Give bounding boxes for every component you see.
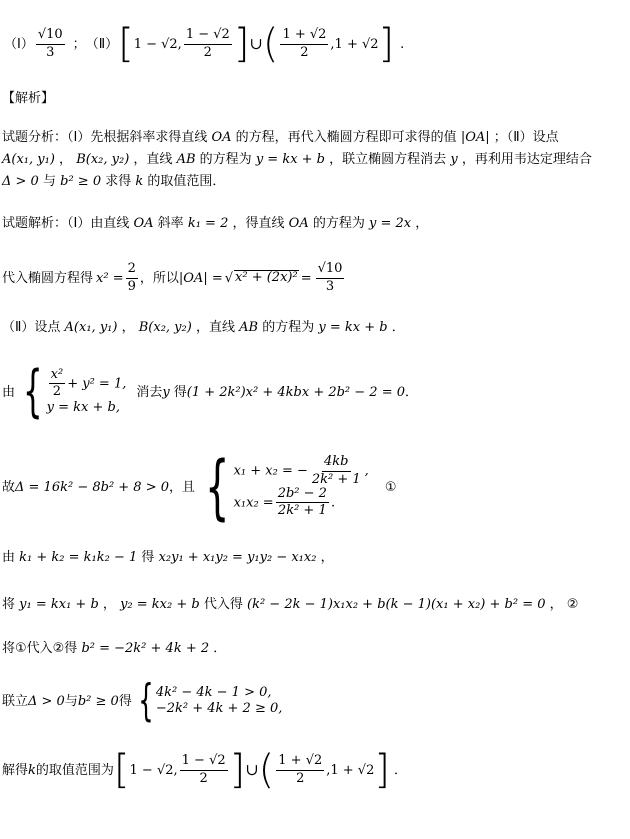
analysis-text: 试题分析：（Ⅰ）先根据斜率求得直线 (2, 130, 208, 145)
solution-text: 试题解析：（Ⅰ）由直线 (2, 216, 130, 231)
math-point-A: A(x₁, y₁) (2, 152, 55, 167)
solution-text: ，且 (169, 479, 196, 495)
solution-text: 将①代入②得 (2, 641, 78, 656)
math-b2: b² ≥ 0 (60, 174, 102, 189)
solution-text: ， (549, 597, 563, 612)
math-AB: AB (239, 320, 259, 335)
analysis-text: ，再利用韦达定理结合 (461, 152, 592, 167)
math-b2: b² ≥ 0 (77, 693, 119, 709)
solution-text: 得 (141, 550, 155, 565)
system-row-2: −2k² + 4k + 2 ≥ 0, (155, 701, 283, 716)
fraction-2b2: $\frac{\text{2b² − 2}}{\text{2k² + 1}}$ (277, 486, 327, 519)
analysis-text: 求得 (105, 174, 132, 189)
math-y: y (450, 152, 458, 167)
math-y2: y₂ = kx₂ + b (120, 597, 200, 612)
system-row-1: x₁ + x₂ = − $\frac{4kb}{\text{2k² + 1}}$ , (233, 454, 369, 487)
math-line-eq: y = kx + b (318, 320, 388, 335)
solution-text: 与 (64, 693, 78, 709)
right-bracket: ] (229, 747, 246, 793)
solution-line-5 (2, 446, 397, 528)
left-brace: { (138, 675, 154, 726)
math-xy-relation: x₂y₁ + x₁y₂ = y₁y₂ − x₁x₂ (158, 550, 317, 565)
math-y: y (162, 384, 170, 400)
math-point-B: B(x₂, y₂) (138, 320, 192, 335)
solution-text: 得 (173, 384, 187, 400)
analysis-text: 与 (42, 174, 56, 189)
solution-line-7 (2, 598, 578, 611)
system-row-2: x₁x₂ = $\frac{\text{2b² − 2}}{\text{2k² + 1}}$ . (233, 486, 336, 519)
solution-text: 斜率 (157, 216, 184, 231)
left-bracket: [ (113, 747, 130, 793)
math-b2-expr: b² = −2k² + 4k + 2 (81, 641, 210, 656)
fraction-sqrt10-3: $\frac{√10}{3}$ (317, 261, 343, 294)
math-discriminant: Δ = 16k² − 8b² + 8 > 0 (15, 479, 170, 495)
analysis-text: 的方程为 (199, 152, 252, 167)
solution-text: 解得 (2, 762, 29, 778)
solution-line-2 (2, 258, 346, 298)
solution-text: 将 (2, 597, 16, 612)
math-k: k (28, 762, 36, 778)
solution-line-3 (2, 321, 405, 334)
solution-text: 的方程为 (262, 320, 315, 335)
answer-line (4, 22, 404, 66)
solution-text: 代入得 (203, 597, 243, 612)
analysis-text: ， (59, 152, 73, 167)
math-delta: Δ > 0 (28, 693, 65, 709)
system-row-2: y = kx + b, (46, 399, 120, 415)
math-substituted: (k² − 2k − 1)x₁x₂ + b(k − 1)(x₁ + x₂) + b² = 0 (247, 597, 546, 612)
math-k1: k₁ = 2 (187, 216, 229, 231)
right-bracket: ] (233, 21, 250, 67)
math-radicand: x² + (2x)² (235, 270, 298, 286)
analysis-line-1 (2, 131, 559, 144)
range-c-fraction: $\frac{1 + √2}{2}$ (282, 27, 327, 60)
system-row-1: 4k² − 4k − 1 > 0, (155, 684, 272, 700)
solution-line-10 (2, 748, 407, 792)
math-delta: Δ > 0 (2, 174, 39, 189)
period: . (400, 36, 405, 52)
range-a: 1 − √2, (133, 36, 182, 52)
math-y-2x: y = 2x (369, 216, 412, 231)
separator: ； (72, 36, 86, 52)
math-abs-OA: |OA| (460, 130, 490, 145)
period: ． (393, 762, 407, 778)
answer-part2-label: （Ⅱ） (85, 36, 119, 52)
circled-two: ② (566, 597, 579, 612)
left-brace: { (23, 359, 43, 424)
range-b-fraction: $\frac{1 - √2}{2}$ (185, 27, 230, 60)
fraction-4kb: $\frac{4kb}{\text{2k² + 1}}$ (311, 454, 361, 487)
solution-line-6 (2, 551, 334, 564)
range-d: ,1 + √2 (326, 762, 375, 778)
analysis-line-3 (2, 175, 225, 188)
answer-part1-fraction: $\frac{√10}{3}$ (37, 27, 63, 60)
left-bracket: [ (118, 21, 134, 67)
math-k-relation: k₁ + k₂ = k₁k₂ − 1 (19, 550, 138, 565)
system-ellipse-line (47, 368, 127, 416)
analysis-text: 的方程，再代入椭圆方程即可求得的值 (235, 130, 457, 145)
math-point-A: A(x₁, y₁) (64, 320, 118, 335)
range-d: ,1 + √2 (330, 36, 379, 52)
math-equals: = (300, 270, 312, 286)
analysis-text: ，联立椭圆方程消去 (329, 152, 447, 167)
circled-one: ① (384, 479, 397, 495)
math-y1: y₁ = kx₁ + b (19, 597, 99, 612)
left-paren: ( (262, 21, 279, 67)
right-bracket-2: ] (374, 747, 390, 793)
union-symbol: ∪ (249, 34, 263, 53)
union-symbol: ∪ (245, 760, 259, 779)
math-k: k (135, 174, 144, 189)
solution-text: ． (405, 384, 419, 400)
analysis-line-2 (2, 153, 592, 166)
solution-line-1 (2, 217, 428, 230)
analysis-text: ，直线 (133, 152, 173, 167)
right-bracket-2: ] (378, 21, 395, 67)
solution-text: ，得直线 (232, 216, 285, 231)
solution-text: 联立 (2, 693, 29, 709)
system-k-inequalities (156, 685, 283, 718)
system-row-1: $\frac{\text{x²}}{2}$ + y² = 1, (50, 367, 127, 400)
solution-text: ，直线 (195, 320, 235, 335)
solution-text: ， (121, 320, 135, 335)
sqrt-sign: √ (224, 270, 234, 286)
solution-text: 故 (2, 479, 16, 495)
math-quadratic: (1 + 2k²)x² + 4kbx + 2b² − 2 = 0 (186, 384, 406, 400)
range-b-fraction: $\frac{1 - √2}{2}$ (181, 753, 226, 786)
range-a: 1 − √2, (129, 762, 178, 778)
range-c-fraction: $\frac{1 + √2}{2}$ (278, 753, 323, 786)
left-paren: ( (258, 747, 275, 793)
math-OA: OA (211, 130, 232, 145)
solution-text: ， (320, 550, 334, 565)
analysis-text: 的取值范围． (147, 174, 226, 189)
math-point-B: B(x₂, y₂) (76, 152, 130, 167)
solution-text: 由 (2, 550, 16, 565)
solution-text: ． (213, 641, 227, 656)
left-brace: { (205, 446, 230, 528)
solution-text: ． (391, 320, 405, 335)
solution-text: 得 (118, 693, 132, 709)
solution-text: （Ⅱ）设点 (2, 320, 61, 335)
solution-line-4 (2, 359, 419, 424)
fraction-x2-2: $\frac{\text{x²}}{2}$ (50, 367, 64, 400)
solution-line-8 (2, 642, 226, 655)
math-abs-OA: |OA| = (178, 270, 223, 286)
math-AB: AB (176, 152, 196, 167)
section-title: 【解析】 (2, 91, 55, 106)
solution-text: 代入椭圆方程得 (2, 270, 94, 286)
solution-text: 消去 (136, 384, 163, 400)
answer-part1-label: （Ⅰ） (4, 36, 34, 52)
math-OA: OA (133, 216, 154, 231)
solution-line-9 (2, 677, 282, 725)
math-line-eq: y = kx + b (255, 152, 326, 167)
solution-text: 的取值范围为 (35, 762, 114, 778)
solution-text: ， (415, 216, 429, 231)
system-vieta (234, 455, 369, 518)
solution-text: ，所以 (139, 270, 179, 286)
solution-text: 的方程为 (312, 216, 365, 231)
solution-text: ， (102, 597, 116, 612)
math-OA: OA (288, 216, 309, 231)
fraction-2-9: $\frac{2}{9}$ (127, 261, 136, 294)
math-x2: x² = (96, 270, 124, 286)
solution-text: 由 (2, 384, 16, 400)
analysis-text: ；（Ⅱ）设点 (493, 130, 559, 145)
